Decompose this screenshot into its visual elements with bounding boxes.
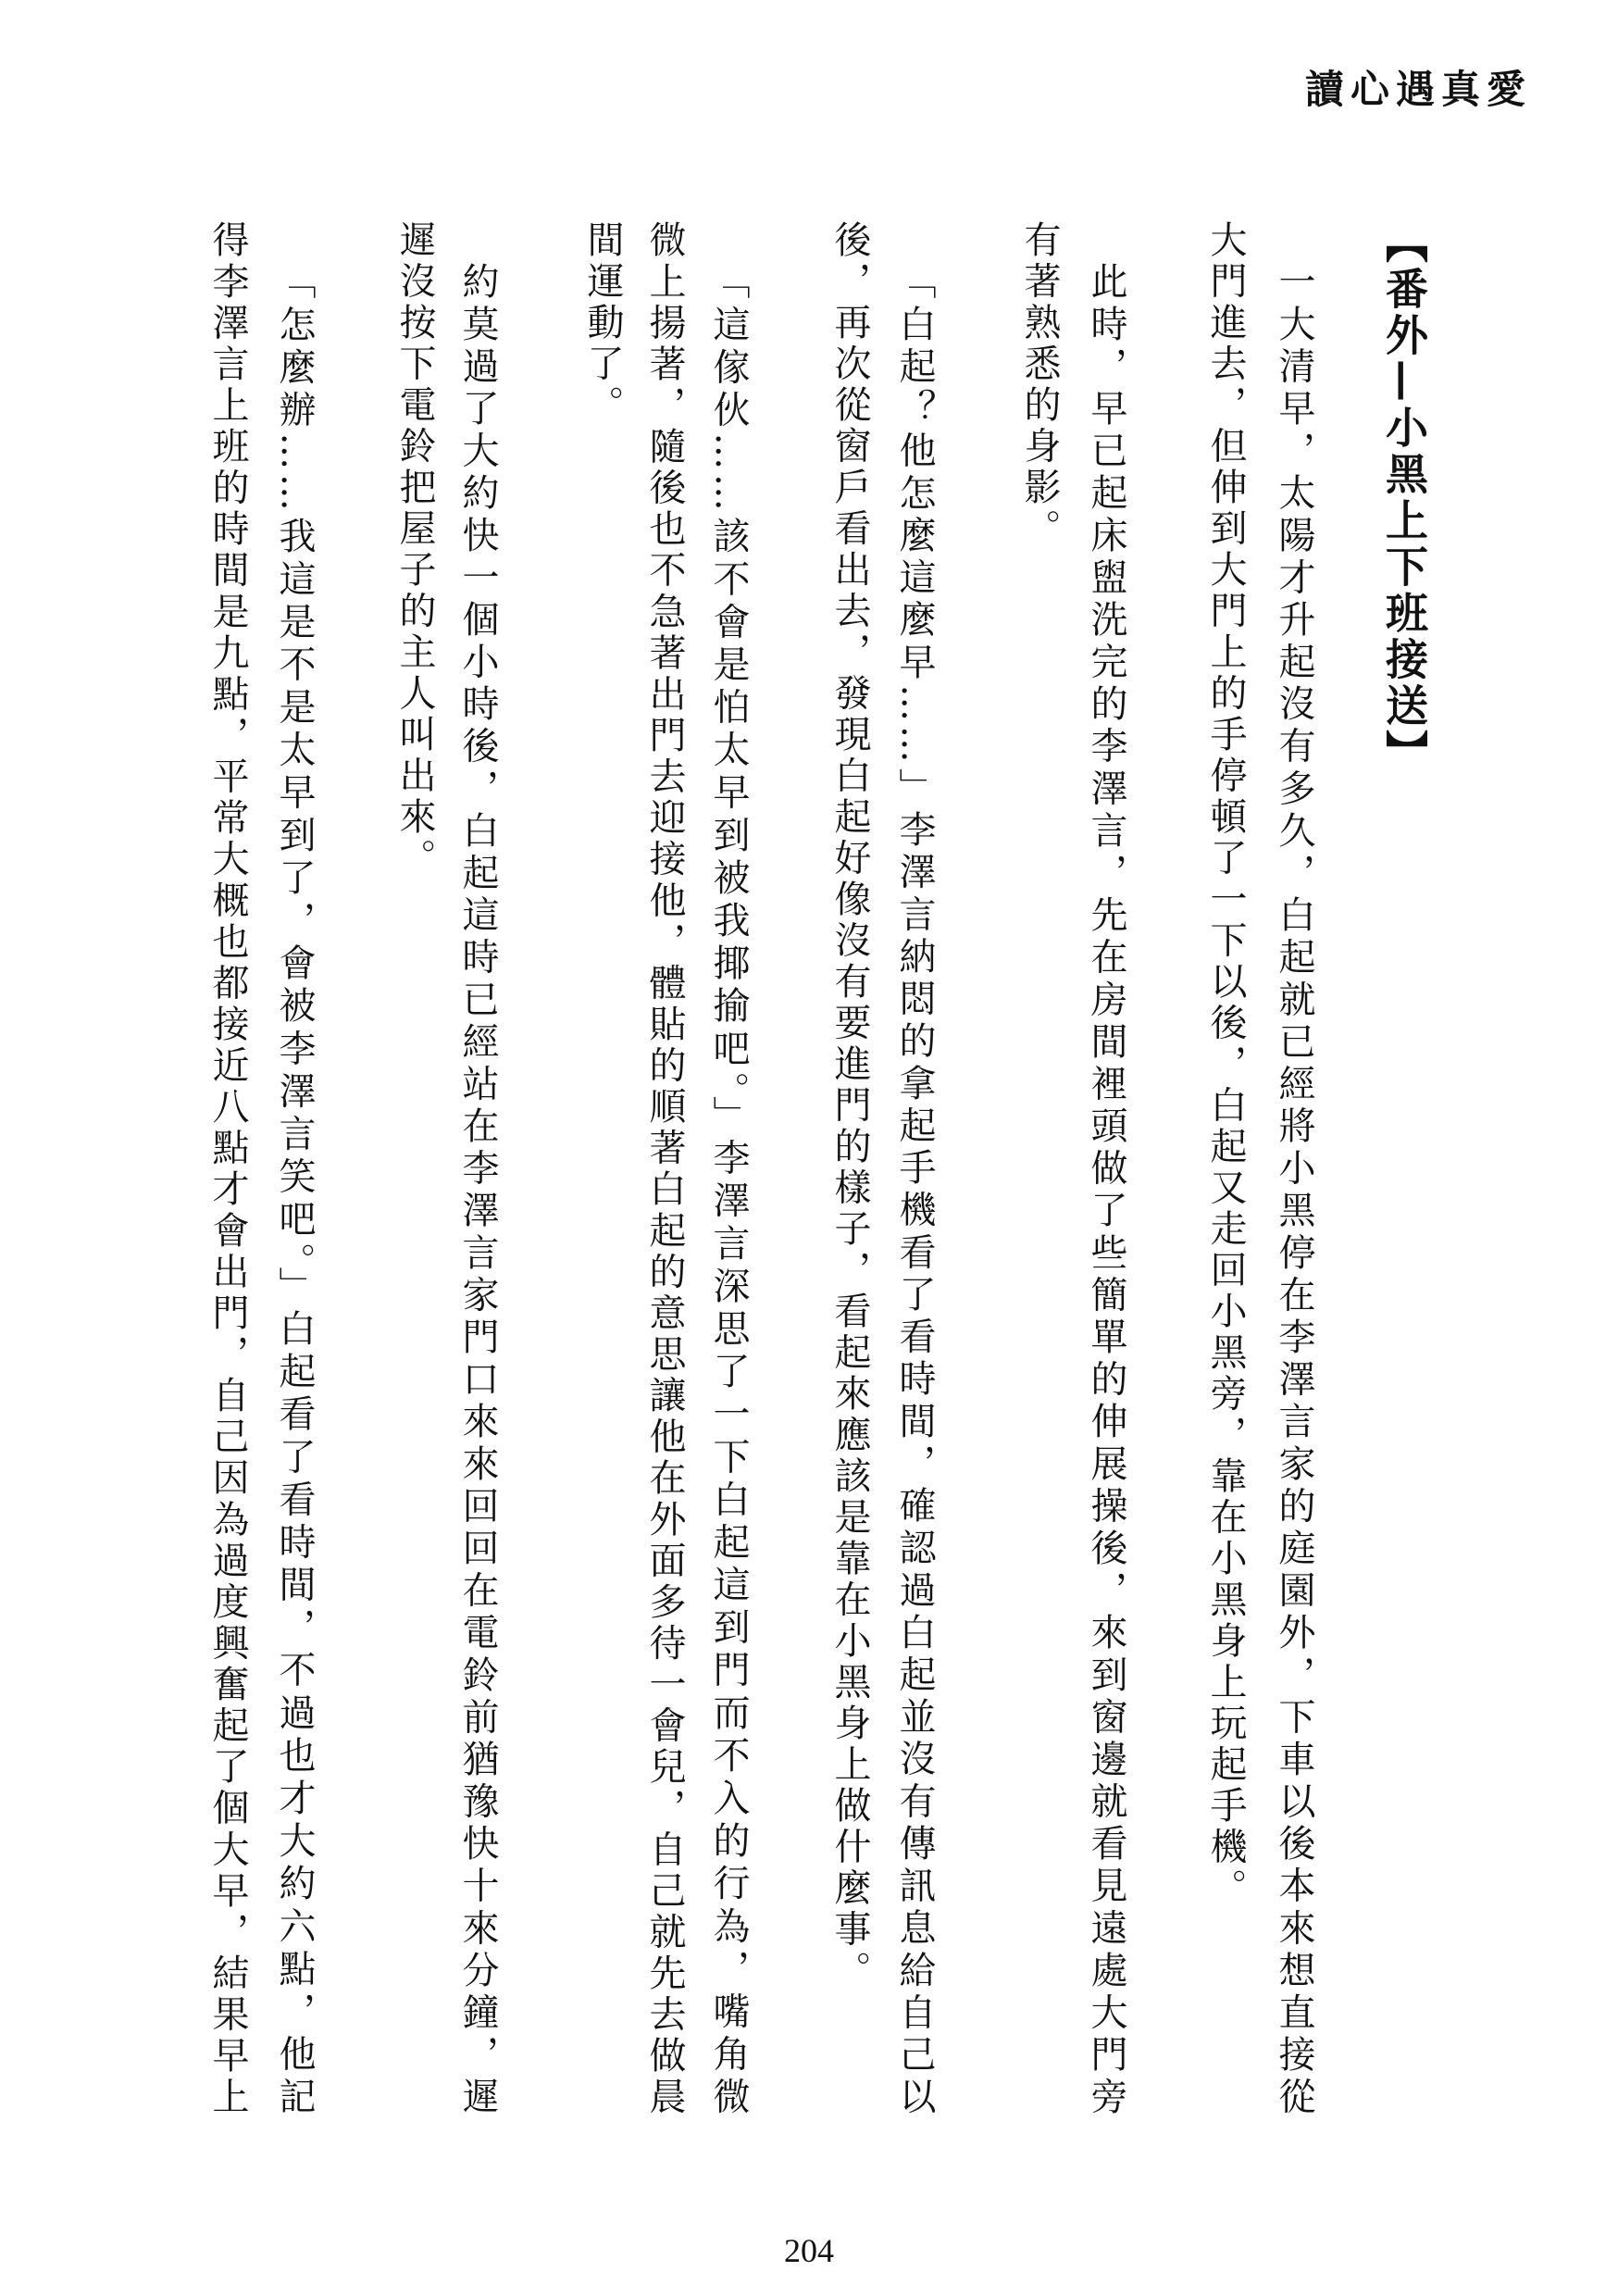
text-column: 此時，早已起床盥洗完的李澤言，先在房間裡頭做了些簡單的伸展操後，來到窗邊就看見遠處大門旁 [1085,262,1127,2118]
page-number: 204 [784,2232,834,2269]
text-column: 後，再次從窗戶看出去，發現白起好像沒有要進門的樣子，看起來應該是靠在小黑身上做什麼事。 [828,220,871,1992]
text-column: 「這傢伙……該不會是怕太早到被我揶揄吧。」李澤言深思了一下白起這到門而不入的行為，嘴角微 [707,262,750,2118]
text-column: 一大清早，太陽才升起沒有多久，白起就已經將小黑停在李澤言家的庭園外，下車以後本來想直接從 [1273,262,1315,2118]
chapter-title: 【番外—小黑上下班接送】 [1379,220,1429,776]
text-column: 「怎麼辦……我這是不是太早到了，會被李澤言笑吧。」白起看了看時間，不過也才大約六點，他記 [273,262,316,2118]
text-column: 微上揚著，隨後也不急著出門去迎接他，體貼的順著白起的意思讓他在外面多待一會兒，自己就先去做晨 [643,220,686,2118]
text-column: 遲沒按下電鈴把屋子的主人叫出來。 [393,220,436,880]
text-column: 「白起？他怎麼這麼早……」李澤言納悶的拿起手機看了看時間，確認過白起並沒有傳訊息給自己以 [893,262,936,2118]
text-column: 間運動了。 [581,220,624,427]
text-column: 有著熟悉的身影。 [1018,220,1061,550]
text-column: 大門進去，但伸到大門上的手停頓了一下以後，白起又走回小黑旁，靠在小黑身上玩起手機。 [1204,220,1247,1910]
running-header-book-title: 讀心遇真愛 [1305,67,1533,112]
text-column: 得李澤言上班的時間是九點，平常大概也都接近八點才會出門，自己因為過度興奮起了個大早，結果早上 [206,220,249,2118]
text-column: 約莫過了大約快一個小時後，白起這時已經站在李澤言家門口來來回回在電鈴前猶豫快十來分鐘，遲 [456,262,499,2118]
